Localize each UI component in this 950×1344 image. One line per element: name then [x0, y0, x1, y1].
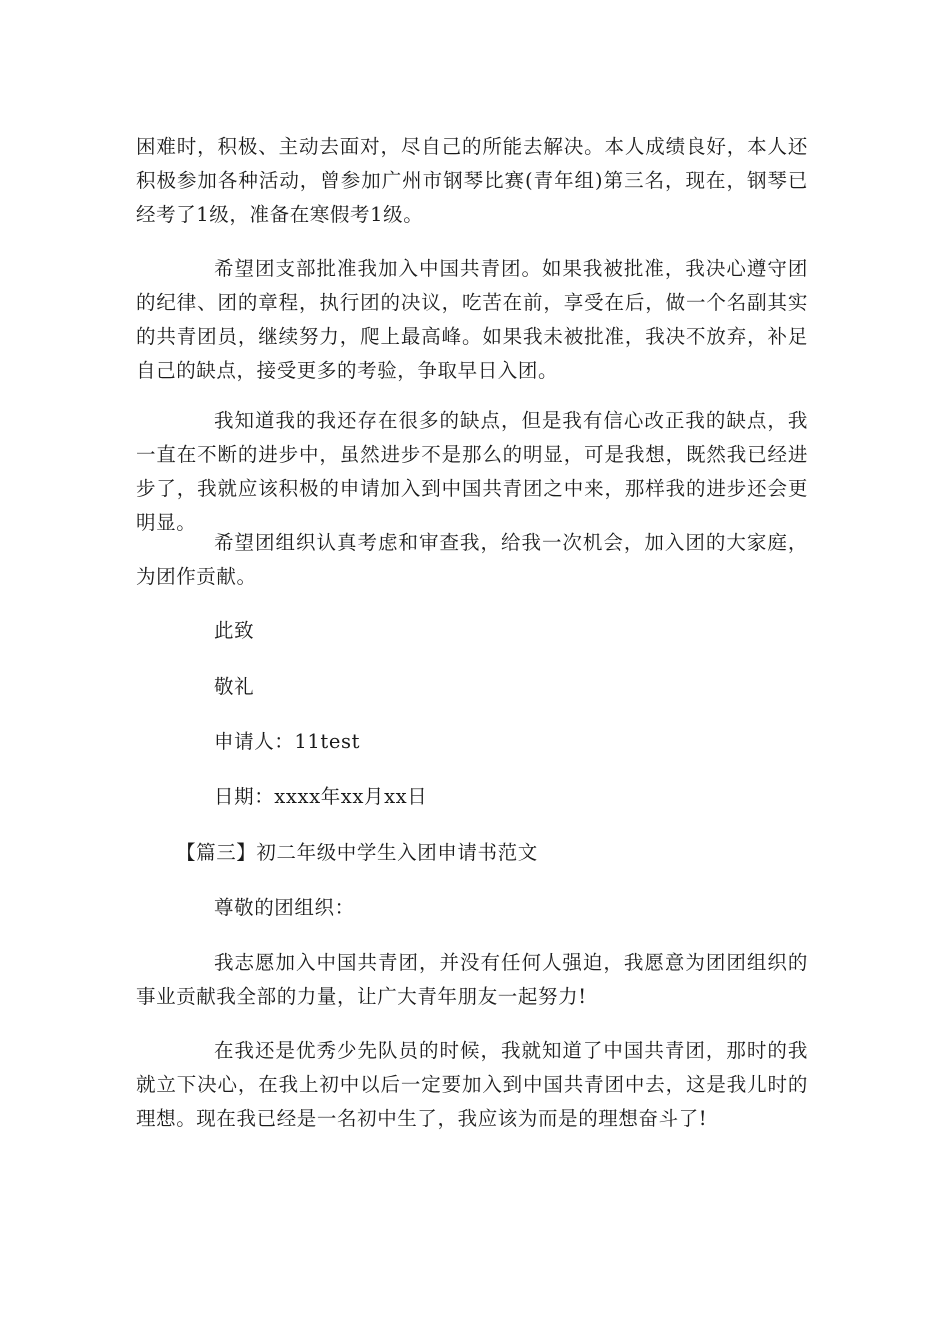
- greeting-line: 尊敬的团组织：: [214, 896, 355, 919]
- paragraph-5: 我志愿加入中国共青团，并没有任何人强迫，我愿意为团团组织的事业贡献我全部的力量，让广大青年朋友一起努力!: [136, 951, 808, 1008]
- paragraph-1: 困难时，积极、主动去面对，尽自己的所能去解决。本人成绩良好，本人还积极参加各种活动，曾参加广州市钢琴比赛(青年组)第三名，现在，钢琴已经考了1级，准备在寒假考1级。: [136, 135, 808, 226]
- paragraph-3: 我知道我的我还存在很多的缺点，但是我有信心改正我的缺点，我一直在不断的进步中，虽然进步不是那么的明显，可是我想，既然我已经进步了，我就应该积极的申请加入到中国共青团之中来，那样我的进步还会更明显。: [136, 409, 808, 534]
- paragraph-2: 希望团支部批准我加入中国共青团。如果我被批准，我决心遵守团的纪律、团的章程，执行团的决议，吃苦在前，享受在后，做一个名副其实的共青团员，继续努力，爬上最高峰。如果我未被批准，我决不放弃，补足自己的缺点，接受更多的考验，争取早日入团。: [136, 257, 808, 382]
- closing-line: 此致: [214, 619, 255, 642]
- date-line: 日期：xxxx年xx月xx日: [214, 785, 428, 808]
- salute-line: 敬礼: [214, 675, 255, 698]
- section-heading: 【篇三】初二年级中学生入团申请书范文: [176, 841, 538, 864]
- paragraph-4: 希望团组织认真考虑和审查我，给我一次机会，加入团的大家庭，为团作贡献。: [136, 531, 808, 588]
- applicant-line: 申请人：11test: [214, 730, 361, 753]
- paragraph-6: 在我还是优秀少先队员的时候，我就知道了中国共青团，那时的我就立下决心，在我上初中以后一定要加入到中国共青团中去，这是我儿时的理想。现在我已经是一名初中生了，我应该为而是的理想奋斗了!: [136, 1039, 808, 1130]
